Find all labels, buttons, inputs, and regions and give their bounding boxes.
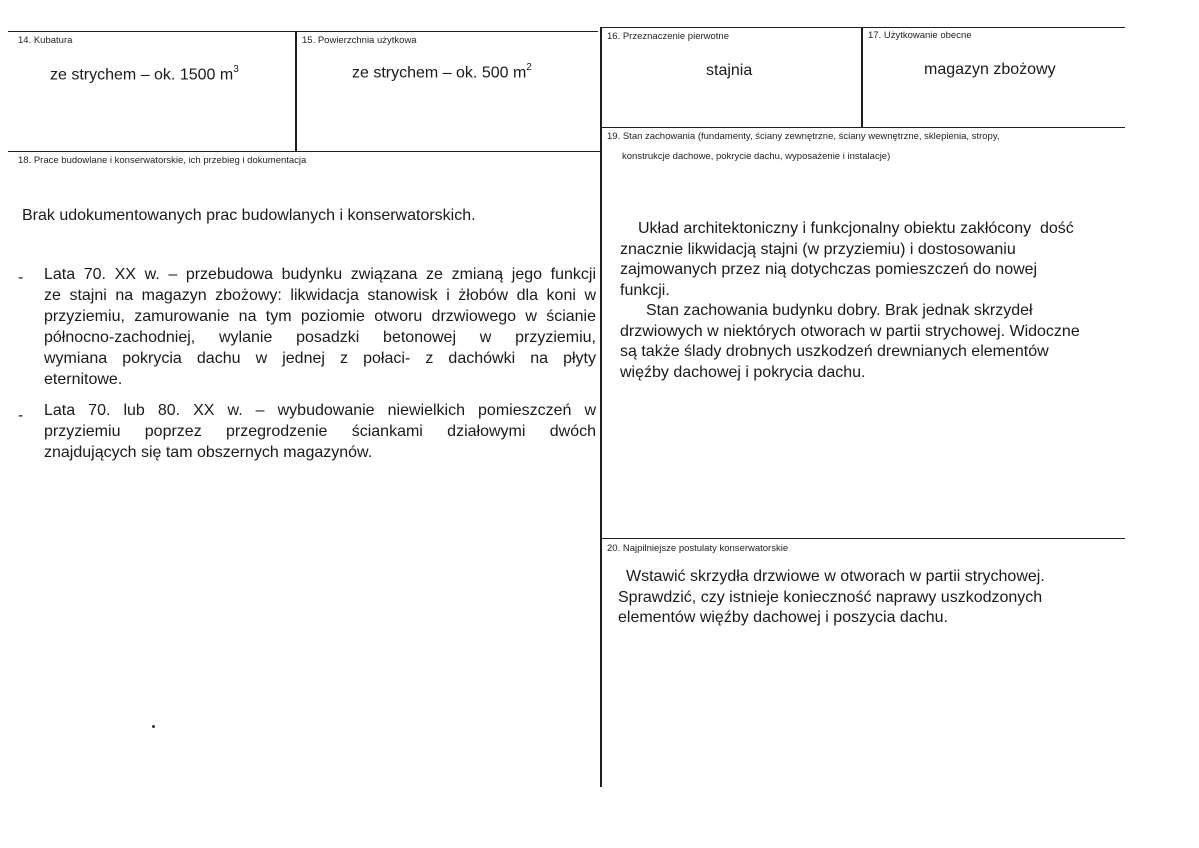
rule-above-19 xyxy=(600,127,1125,128)
text-line: przyziemiu poprzez przegrodzenie ściankami działowymi dwóch xyxy=(44,423,596,440)
text-line: przyziemiu, zamurowanie na tym poziomie otworu drzwiowego w ścianie xyxy=(44,308,596,325)
field-16-value: stajnia xyxy=(706,62,753,79)
text-line: zajmowanych przez nią dotychczas pomieszczeń do nowej xyxy=(620,261,1038,278)
text-line: znacznie likwidacją stajni (w przyziemiu) i dostosowaniu xyxy=(620,240,1016,258)
text-line: więźby dachowej i pokrycia dachu. xyxy=(620,363,866,381)
field-18-label: 18. Prace budowlane i konserwatorskie, ich przebieg i dokumentacja xyxy=(18,155,307,166)
rule-above-18 xyxy=(8,151,601,152)
rule-above-20 xyxy=(600,538,1125,539)
divider-14-15 xyxy=(295,31,297,152)
text-line: eternitowe. xyxy=(44,371,123,388)
text-line: ze stajni na magazyn zbożowy: likwidacja stanowisk i żłobów dla koni w xyxy=(44,287,596,304)
text-line: wymiana pokrycia dachu w jednej z połaci- z dachówki na płyty xyxy=(44,350,596,367)
field-14-value xyxy=(50,65,239,84)
text-line: Układ architektoniczny i funkcjonalny obiektu zakłócony dość xyxy=(638,220,1074,237)
text-line: Sprawdzić, czy istnieje konieczność naprawy uszkodzonych xyxy=(618,588,1043,606)
text-line: Stan zachowania budynku dobry. Brak jednak skrzydeł xyxy=(646,302,1033,319)
field-15-value-text: ze strychem – ok. 500 m xyxy=(352,64,527,82)
divider-16-17 xyxy=(861,27,863,128)
divider-center xyxy=(600,27,602,787)
text-line: Lata 70. lub 80. XX w. – wybudowanie niewielkich pomieszczeń w xyxy=(44,402,596,419)
top-rule xyxy=(8,31,598,32)
text-line: drzwiowych w niektórych otworach w partii strychowej. Widoczne xyxy=(620,322,1080,340)
field-18-item-2-marker: - xyxy=(18,407,24,424)
field-18-item-2-text xyxy=(44,400,596,463)
field-19-text xyxy=(620,219,1120,383)
field-18-item-1-marker: - xyxy=(18,269,24,286)
field-14-label: 14. Kubatura xyxy=(18,35,73,46)
field-14-unit-exponent: 3 xyxy=(233,64,239,75)
field-19-label-line-1: 19. Stan zachowania (fundamenty, ściany zewnętrzne, ściany wewnętrzne, sklepienia, stropy, xyxy=(607,131,1000,142)
text-line: Lata 70. XX w. – przebudowa budynku związana ze zmianą jego funkcji xyxy=(44,266,596,283)
text-line: są także ślady drobnych uszkodzeń drewnianych elementów xyxy=(620,343,1049,360)
field-20-label: 20. Najpilniejsze postulaty konserwatorskie xyxy=(607,543,789,554)
field-15-label: 15. Powierzchnia użytkowa xyxy=(302,35,417,46)
field-15-value xyxy=(352,63,532,82)
field-14-value-text: ze strychem – ok. 1500 m xyxy=(50,66,234,84)
text-line: Wstawić skrzydła drzwiowe w otworach w partii strychowej. xyxy=(626,568,1045,585)
text-line: północno-zachodniej, wylanie posadzki betonowej w przyziemiu, xyxy=(44,329,596,346)
field-17-label: 17. Użytkowanie obecne xyxy=(868,30,972,41)
scan-speck xyxy=(152,725,155,728)
field-15-unit-exponent: 2 xyxy=(526,62,532,73)
field-19-label-line-2: konstrukcje dachowe, pokrycie dachu, wyposażenie i instalacje) xyxy=(622,151,891,162)
field-20-text xyxy=(618,567,1118,629)
field-17-value: magazyn zbożowy xyxy=(924,61,1056,78)
field-18-intro: Brak udokumentowanych prac budowlanych i konserwatorskich. xyxy=(22,207,476,224)
field-18-item-1-text xyxy=(44,264,596,390)
text-line: elementów więźby dachowej i poszycia dachu. xyxy=(618,609,948,626)
field-16-label: 16. Przeznaczenie pierwotne xyxy=(607,31,729,42)
text-line: znajdujących się tam obszernych magazynów. xyxy=(44,444,373,461)
text-line: funkcji. xyxy=(620,281,670,299)
